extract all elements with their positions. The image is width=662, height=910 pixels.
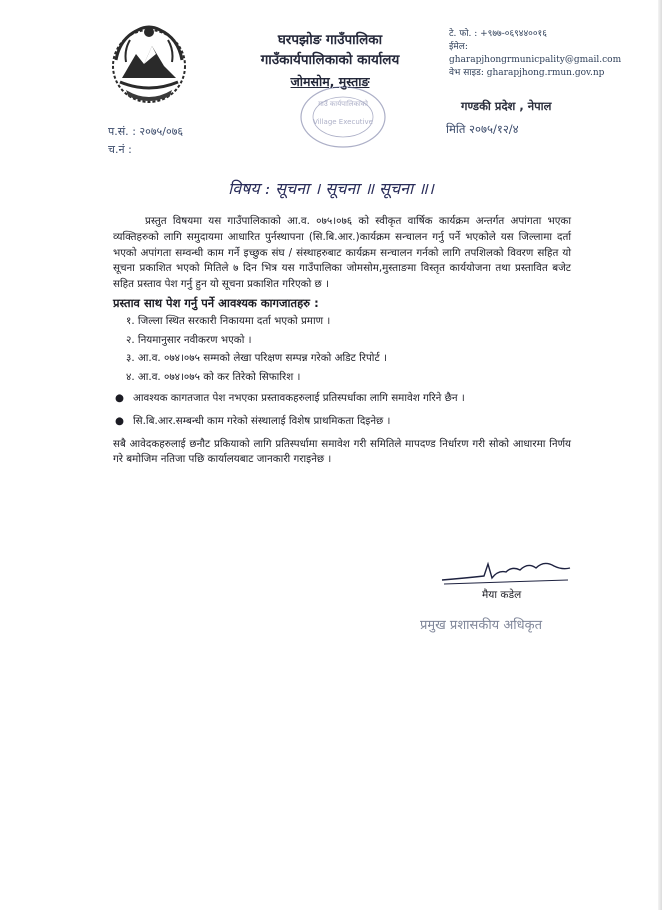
phone-number: टे. फो. : +९७७-०६९४४००१६ xyxy=(449,29,547,39)
ps-value: २०७५/०७६ xyxy=(139,125,184,138)
ps-separator: : xyxy=(132,125,140,138)
office-stamp-icon xyxy=(288,84,398,150)
signer-name: मैया कडेल xyxy=(482,589,522,601)
condition-item xyxy=(113,391,571,407)
stamp-text-line1: गाउँ कार्यपालिकाको xyxy=(318,100,368,108)
ps-label: प.सं. xyxy=(108,125,129,138)
date-value: २०७५/१२/४ xyxy=(469,122,519,136)
condition-text: सि.बि.आर.सम्बन्धी काम गरेको संस्थालाई विशेष प्राथमिकता दिइनेछ । xyxy=(133,414,391,427)
issue-date xyxy=(446,122,519,137)
requirement-item: ३. आ.व. ०७४।०७५ सम्मको लेखा परिक्षण सम्पन्न गरेको अडिट रिपोर्ट । xyxy=(126,352,387,365)
requirement-item: ४. आ.व. ०७४।०७५ को कर तिरेको सिफारिश । xyxy=(126,371,301,384)
website-address: gharapjhong.rmun.gov.np xyxy=(486,68,605,78)
bullet-icon: ● xyxy=(115,414,124,427)
email-label: ईमेल: xyxy=(449,42,468,52)
requirements-list xyxy=(113,314,571,386)
office-header xyxy=(210,30,450,92)
signature-icon xyxy=(436,556,576,590)
signer-title: प्रमुख प्रशासकीय अधिकृत xyxy=(420,618,543,633)
requirement-item: २. नियमानुसार नवीकरण भएको । xyxy=(126,333,252,346)
website-label: वेभ साइड: xyxy=(449,68,484,78)
email-address: gharapjhongrmunicpality@gmail.com xyxy=(449,55,622,65)
office-name-line2: गाउँकार्यपालिकाको कार्यालय xyxy=(260,52,400,68)
date-label: मिति xyxy=(446,122,466,136)
requirement-item: १. जिल्ला स्थित सरकारी निकायमा दर्ता भएको प्रमाण । xyxy=(126,314,331,327)
notice-paragraph: प्रस्तुत विषयमा यस गाउँपालिकाको आ.व. ०७५।०७६ को स्वीकृत वार्षिक कार्यक्रम अन्तर्गत अपांगता भएका व्यक्तिहरुको लागि समुदायमा आधारित पुर्नस्थापना (सि.बि.आर.)कार्यक्रम सन्चालन गर्नु पर्ने भएकोले यस जिल्लामा दर्ता भएको अपांगता सम्वन्धी काम गर्ने इच्छुक संघ / संस्थाहरुबाट कार्यक्रम सन्चालन गर्नको लागि तपशिलको विवरण सहित यो सूचना प्रकाशित भएको मितिले ७ दिन भित्र यस गाउँपालिका जोमसोम,मुस्ताङमा विस्तृत कार्ययोजना तथा प्रस्तावित बजेट सहित प्रस्ताव पेश गर्नु हुन यो सूचना प्रकाशित गरिएको छ । xyxy=(113,215,571,291)
website-row xyxy=(449,67,655,80)
office-name-line1: घरपझोङ गाउँपालिका xyxy=(277,32,383,48)
nepal-emblem-icon xyxy=(108,20,190,106)
bullet-icon: ● xyxy=(115,391,124,404)
contact-block xyxy=(449,28,655,80)
cn-label: च.नं xyxy=(108,143,125,156)
cn-separator: : xyxy=(128,143,132,156)
condition-item xyxy=(113,414,571,430)
notice-subject: विषय : सूचना । सूचना ॥ सूचना ॥। xyxy=(228,179,434,198)
conditions-list xyxy=(113,391,571,430)
office-location: जोमसोम, मुस्ताङ xyxy=(290,74,370,89)
ps-number xyxy=(108,124,183,139)
province-label: गण्डकी प्रदेश , नेपाल xyxy=(461,99,552,113)
page-edge xyxy=(658,0,662,910)
condition-text: आवश्यक कागतजात पेश नभएका प्रस्तावकहरुलाई प्रतिस्पर्धाका लागि समावेश गरिने छैन । xyxy=(133,391,465,404)
notice-body xyxy=(113,214,571,468)
cn-number xyxy=(108,142,132,157)
stamp-text-line2: Village Executive xyxy=(313,118,373,126)
closing-paragraph: सबै आवेदकहरुलाई छनौट प्रकियाको लागि प्रतिस्पर्धामा समावेश गरी समितिले मापदण्ड निर्धारण गरी सोको आधारमा निर्णय गरे बमोजिम नतिजा पछि कार्यालयबाट जानकारी गराइनेछ । xyxy=(113,437,571,466)
requirements-title: प्रस्ताव साथ पेश गर्नु पर्ने आवश्यक कागजातहरु : xyxy=(113,295,319,310)
